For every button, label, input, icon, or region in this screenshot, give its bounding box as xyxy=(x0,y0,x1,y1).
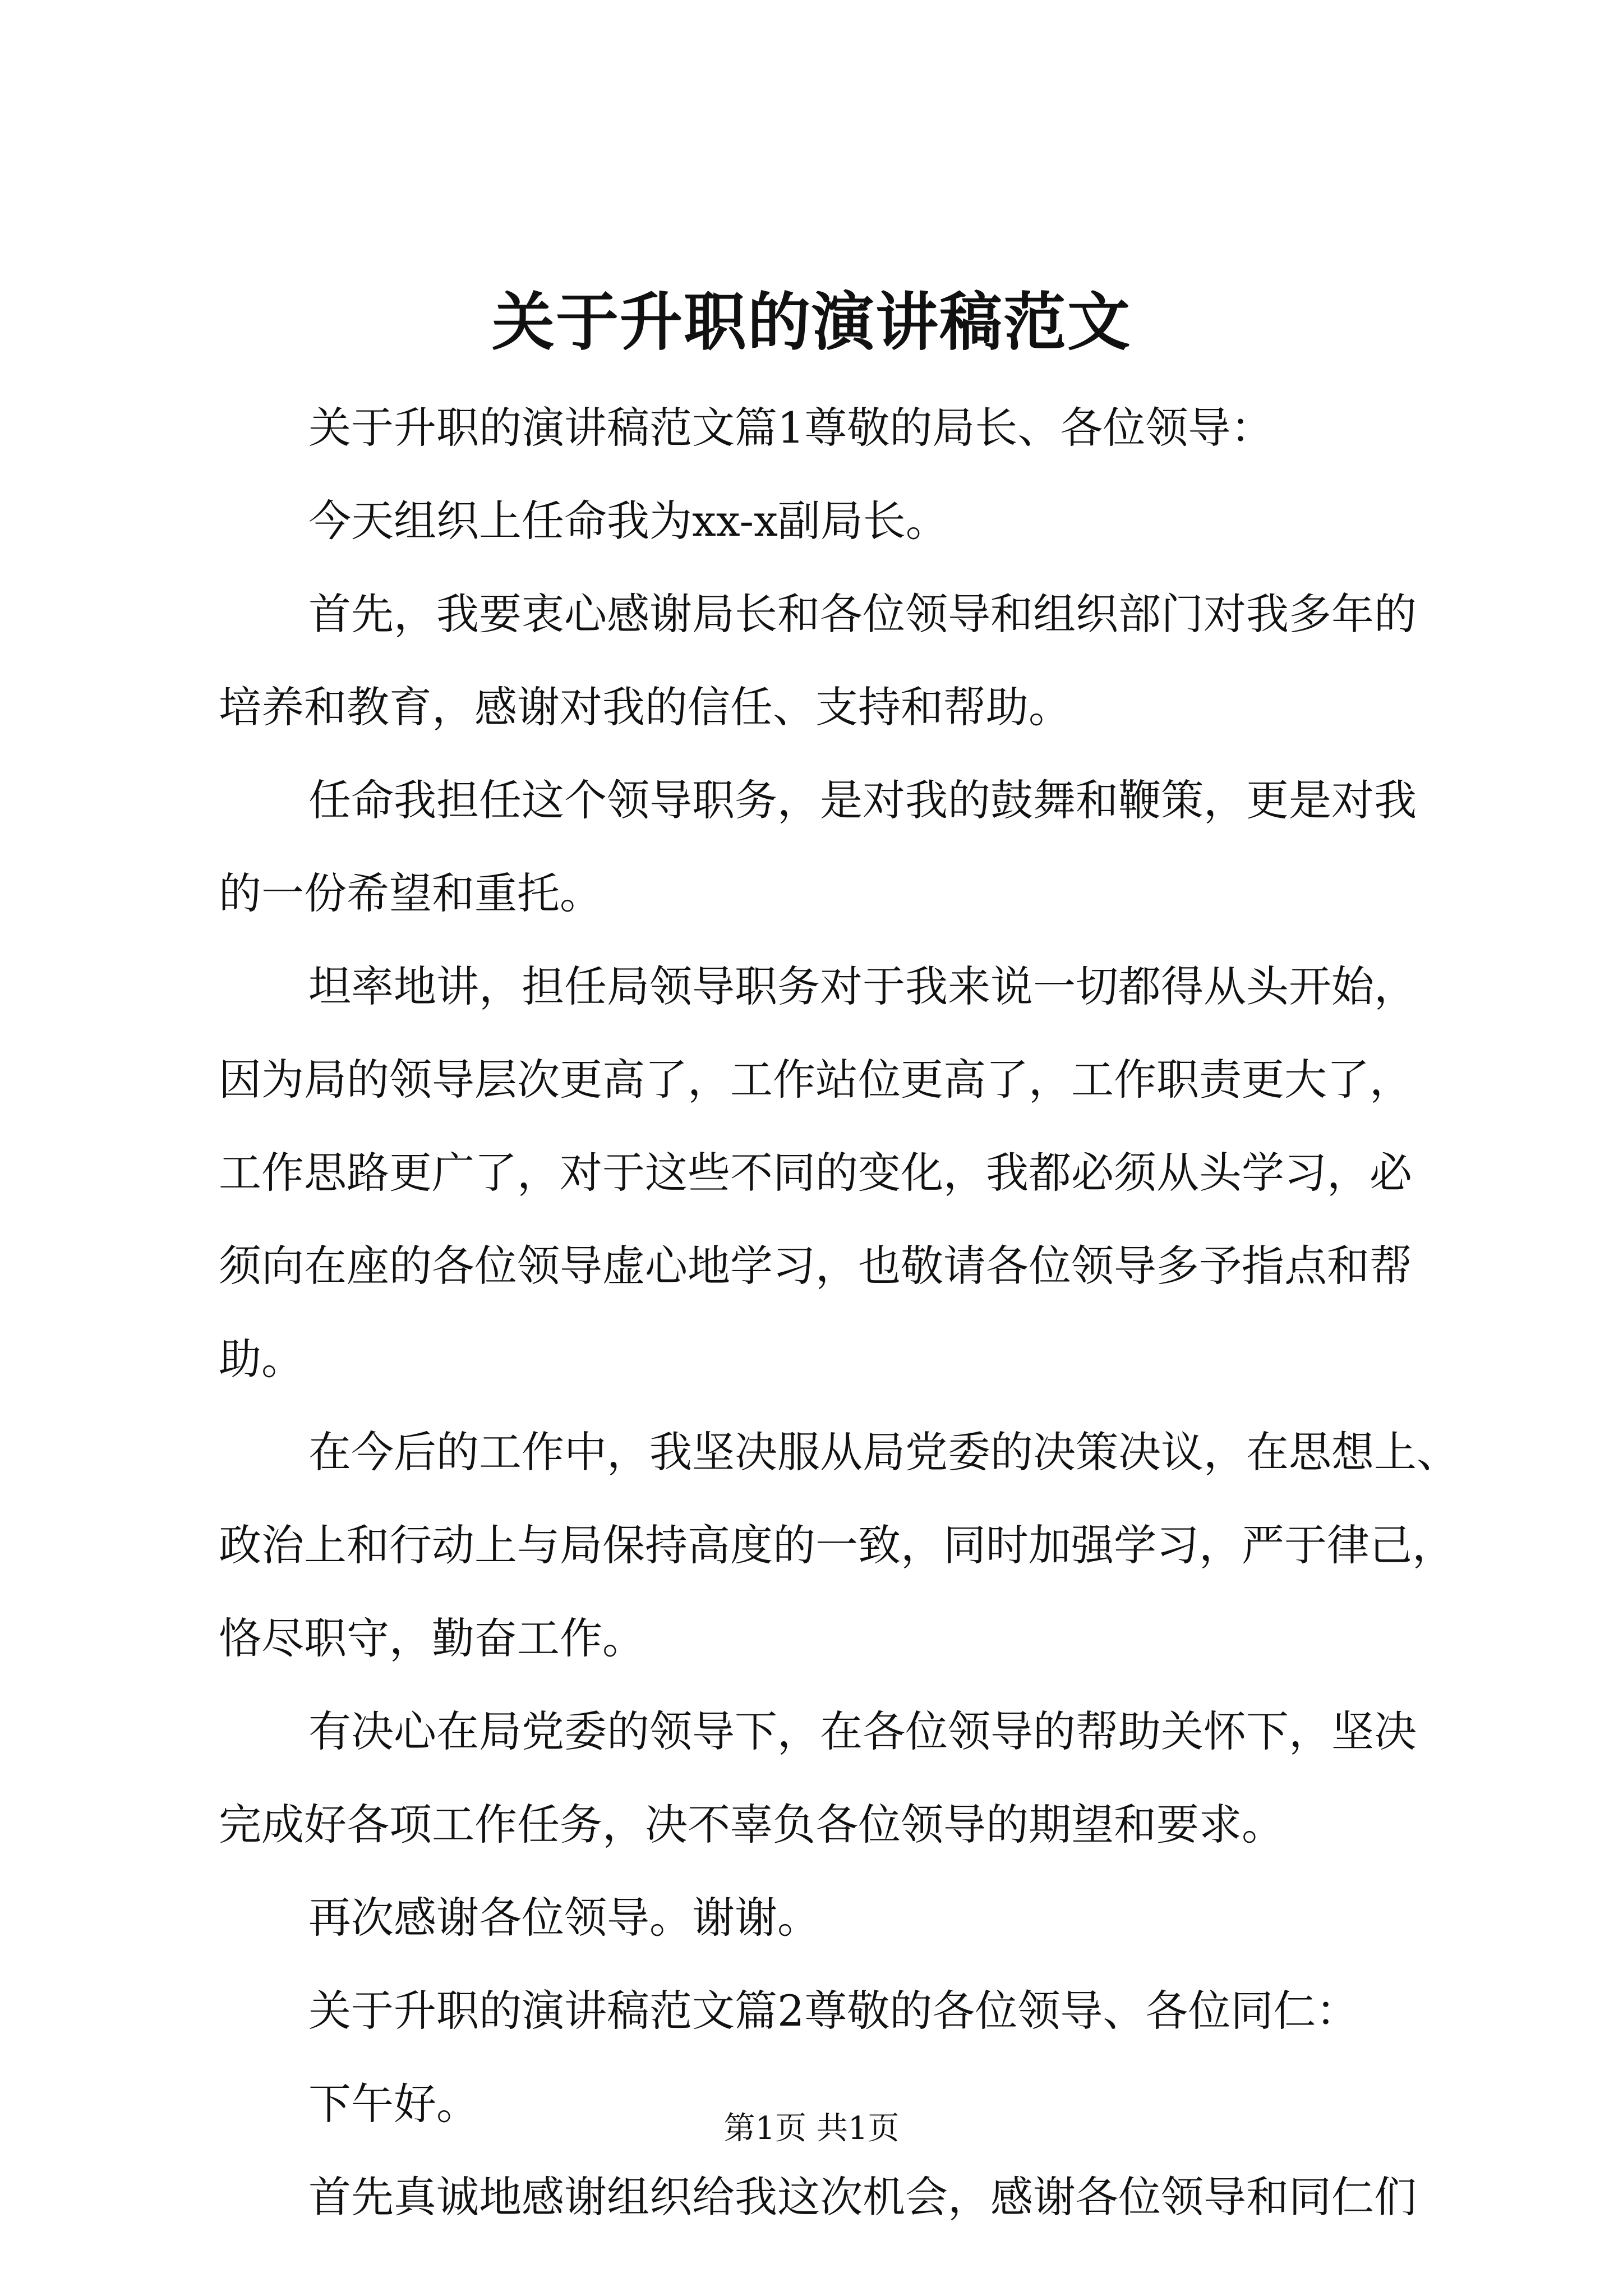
page-footer: 第1页 共1页 xyxy=(723,2110,900,2147)
paragraph-line: 今天组织上任命我为xx-x副局长。 xyxy=(308,496,948,546)
paragraph-line: 政治上和行动上与局保持高度的一致，同时加强学习，严于律己， xyxy=(219,1520,1455,1570)
paragraph-line: 助。 xyxy=(219,1334,304,1384)
paragraph-line: 完成好各项工作任务，决不辜负各位领导的期望和要求。 xyxy=(219,1800,1284,1849)
paragraph-line: 工作思路更广了，对于这些不同的变化，我都必须从头学习，必 xyxy=(219,1148,1412,1198)
paragraph-line: 任命我担任这个领导职务，是对我的鼓舞和鞭策，更是对我 xyxy=(308,775,1417,825)
paragraph-line: 的一份希望和重托。 xyxy=(219,868,602,918)
paragraph-line: 再次感谢各位领导。谢谢。 xyxy=(308,1893,820,1943)
paragraph-line: 首先，我要衷心感谢局长和各位领导和组织部门对我多年的 xyxy=(308,589,1417,639)
paragraph-line: 关于升职的演讲稿范文篇2尊敬的各位领导、各位同仁： xyxy=(308,1986,1359,2036)
document-body xyxy=(219,381,1459,2244)
paragraph-line: 培养和教育，感谢对我的信任、支持和帮助。 xyxy=(219,682,1071,732)
paragraph-line: 在今后的工作中，我坚决服从局党委的决策决议，在思想上、 xyxy=(308,1427,1459,1477)
paragraph-line: 坦率地讲，担任局领导职务对于我来说一切都得从头开始， xyxy=(308,961,1417,1011)
paragraph-line: 须向在座的各位领导虚心地学习，也敬请各位领导多予指点和帮 xyxy=(219,1241,1412,1291)
paragraph-line: 下午好。 xyxy=(308,2079,479,2129)
paragraph-line: 关于升职的演讲稿范文篇1尊敬的局长、各位领导： xyxy=(308,403,1274,453)
paragraph-line: 首先真诚地感谢组织给我这次机会，感谢各位领导和同仁们 xyxy=(308,2172,1417,2222)
paragraph-line: 恪尽职守，勤奋工作。 xyxy=(219,1613,645,1663)
document-title: 关于升职的演讲稿范文 xyxy=(492,286,1131,359)
paragraph-line: 有决心在局党委的领导下，在各位领导的帮助关怀下，坚决 xyxy=(308,1706,1417,1756)
paragraph-line: 因为局的领导层次更高了，工作站位更高了，工作职责更大了， xyxy=(219,1055,1412,1105)
